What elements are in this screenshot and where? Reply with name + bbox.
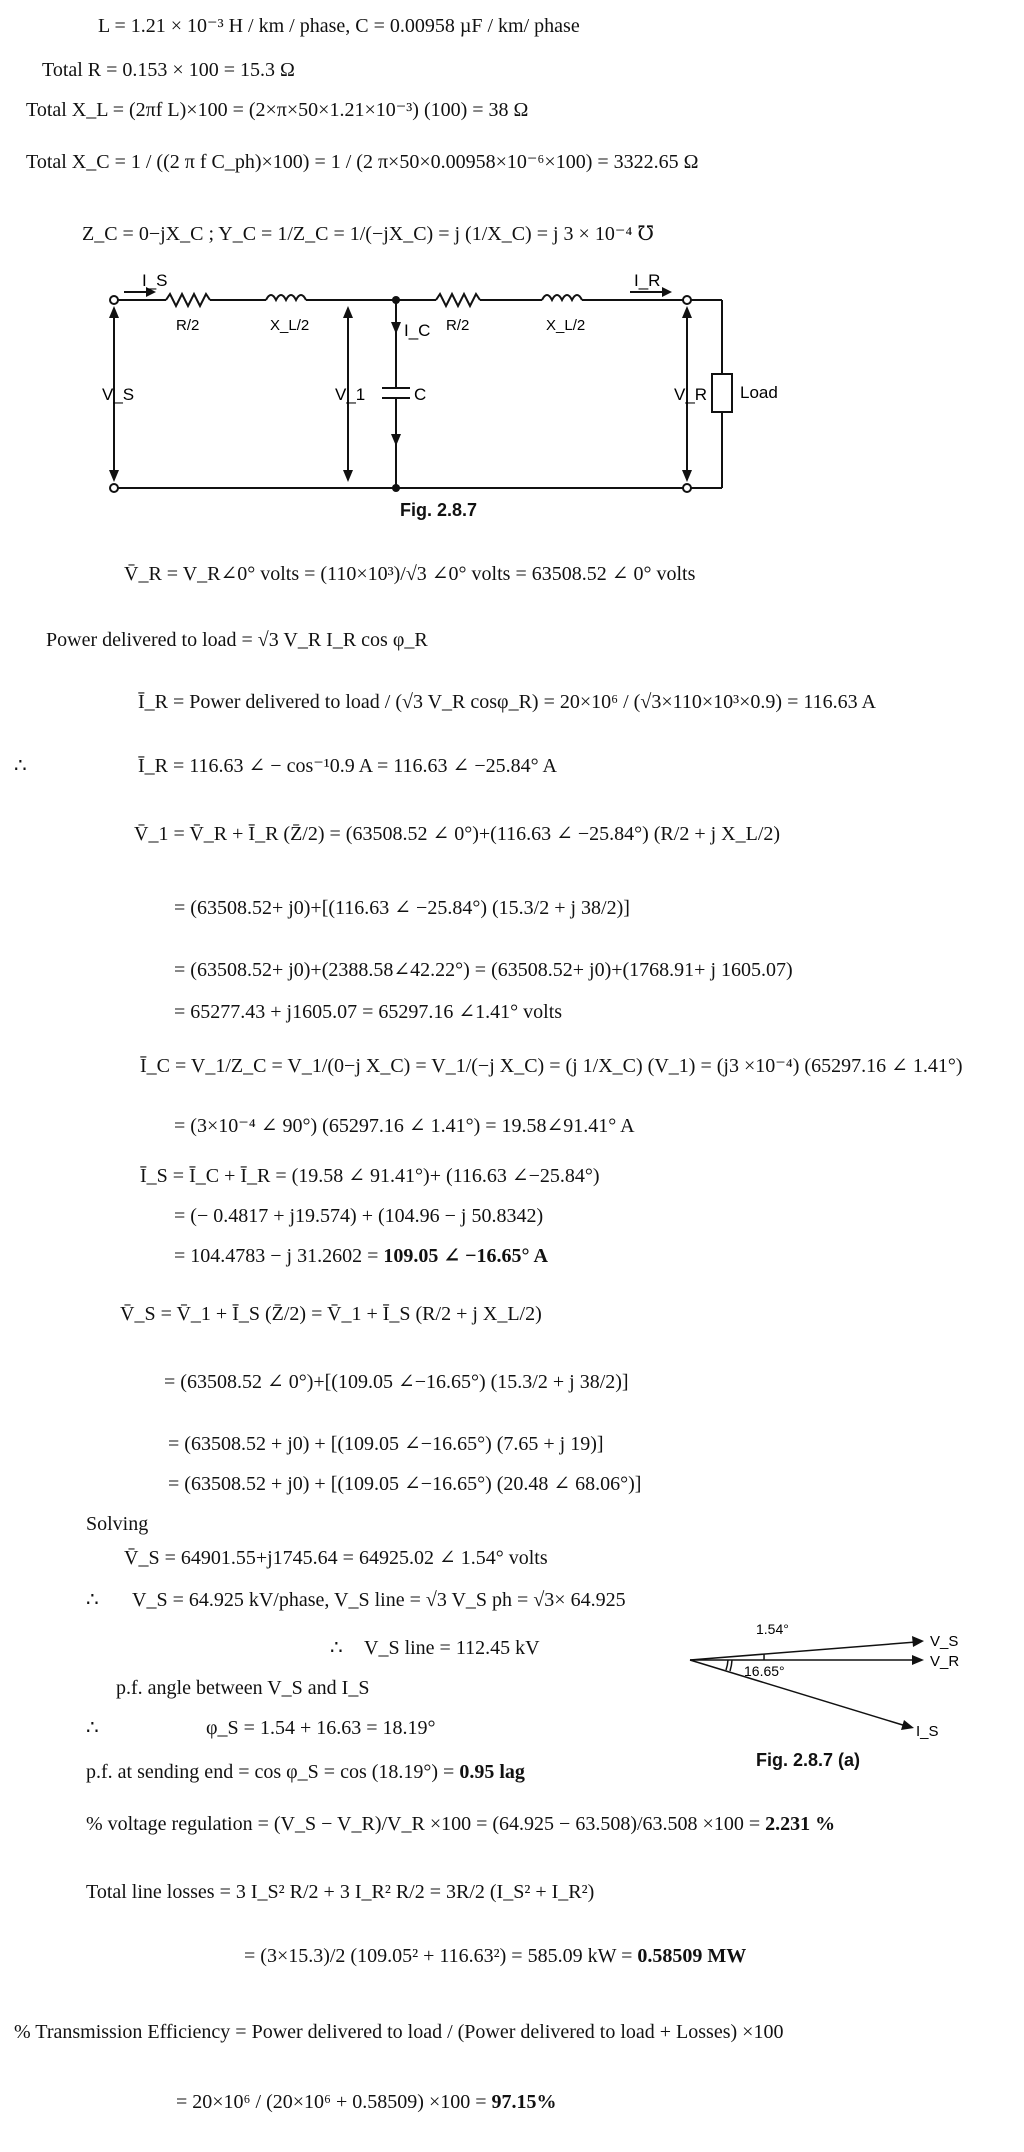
line-ir-magnitude: Ī_R = Power delivered to load / (√3 V_R cosφ_R) = 20×10⁶ / (√3×110×10³×0.9) = 116.63 A xyxy=(138,691,876,713)
regulation-result: 2.231 % xyxy=(765,1813,836,1835)
label-ic: I_C xyxy=(404,321,431,340)
line-losses-result xyxy=(244,1944,746,1968)
label-vs: V_S xyxy=(102,385,135,404)
line-solving: Solving xyxy=(86,1513,149,1535)
pf-result: 0.95 lag xyxy=(459,1761,525,1783)
line-is-step: = (− 0.4817 + j19.574) + (104.96 − j 50.8342) xyxy=(174,1205,544,1227)
efficiency-result: 97.15% xyxy=(491,2091,557,2113)
line-vr: V̄_R = V_R∠0° volts = (110×10³)/√3 ∠0° volts = 63508.52 ∠ 0° volts xyxy=(124,563,696,585)
line-is: Ī_S = Ī_C + Ī_R = (19.58 ∠ 91.41°)+ (116.63 ∠−25.84°) xyxy=(140,1165,600,1187)
arc-angle-2 xyxy=(726,1660,728,1670)
losses-expression: = (3×15.3)/2 (109.05² + 116.63²) = 585.09 kW = xyxy=(244,1945,638,1967)
is-polar-value: 109.05 ∠ −16.65° A xyxy=(383,1245,548,1267)
circuit-diagram xyxy=(90,270,778,520)
label-phasor-vr: V_R xyxy=(930,1653,960,1670)
line-pf-angle-label: p.f. angle between V_S and I_S xyxy=(116,1677,370,1699)
label-phasor-is: I_S xyxy=(916,1723,939,1740)
line-efficiency-result xyxy=(176,2090,557,2114)
line-vs-line: V_S line = 112.45 kV xyxy=(364,1637,540,1659)
line-v1-step2: = (63508.52+ j0)+(2388.58∠42.22°) = (63508.52+ j0)+(1768.91+ j 1605.07) xyxy=(174,959,793,981)
load-box xyxy=(712,374,732,412)
label-angle-1: 1.54° xyxy=(756,1621,789,1637)
line-v1-step1: = (63508.52+ j0)+[(116.63 ∠ −25.84°) (15.3/2 + j 38/2)] xyxy=(174,897,630,919)
line-zc-yc: Z_C = 0−jX_C ; Y_C = 1/Z_C = 1/(−jX_C) = j (1/X_C) = j 3 × 10⁻⁴ ℧ xyxy=(82,223,654,245)
inductor-xl2-left xyxy=(266,295,306,300)
efficiency-expression: = 20×10⁶ / (20×10⁶ + 0.58509) ×100 = xyxy=(176,2091,492,2113)
line-v1: V̄_1 = V̄_R + Ī_R (Z̄/2) = (63508.52 ∠ 0°)+(116.63 ∠ −25.84°) (R/2 + j X_L/2) xyxy=(134,823,781,845)
label-angle-2: 16.65° xyxy=(744,1663,785,1679)
line-total-xl: Total X_L = (2πf L)×100 = (2×π×50×1.21×10⁻³) (100) = 38 Ω xyxy=(26,99,529,121)
label-load: Load xyxy=(740,383,778,402)
line-inductance-capacitance: L = 1.21 × 10⁻³ H / km / phase, C = 0.00958 µF / km/ phase xyxy=(98,15,580,37)
therefore-symbol-2: ∴ xyxy=(86,1589,99,1611)
line-vs-kv: V_S = 64.925 kV/phase, V_S line = √3 V_S ph = √3× 64.925 xyxy=(132,1589,626,1611)
regulation-expression: % voltage regulation = (V_S − V_R)/V_R ×100 = (64.925 − 63.508)/63.508 ×100 = xyxy=(86,1813,766,1835)
inductor-xl2-right xyxy=(542,295,582,300)
therefore-symbol-3: ∴ xyxy=(330,1637,343,1659)
losses-result: 0.58509 MW xyxy=(637,1945,747,1967)
line-phi-s: φ_S = 1.54 + 16.63 = 18.19° xyxy=(206,1717,436,1739)
label-vr: V_R xyxy=(674,385,708,404)
line-pf-sending xyxy=(86,1760,525,1784)
therefore-symbol-4: ∴ xyxy=(86,1717,99,1739)
line-vs-step2: = (63508.52 + j0) + [(109.05 ∠−16.65°) (7.65 + j 19)] xyxy=(168,1433,604,1455)
label-r2-right: R/2 xyxy=(446,317,470,334)
line-vs: V̄_S = V̄_1 + Ī_S (Z̄/2) = V̄_1 + Ī_S (R/2 + j X_L/2) xyxy=(120,1303,542,1325)
phasor-diagram xyxy=(680,1580,980,1740)
line-is-result xyxy=(174,1244,548,1268)
line-total-xc: Total X_C = 1 / ((2 π f C_ph)×100) = 1 / (2 π×50×0.00958×10⁻⁶×100) = 3322.65 Ω xyxy=(26,151,699,173)
line-power-delivered: Power delivered to load = √3 V_R I_R cos φ_R xyxy=(46,629,428,651)
line-total-r: Total R = 0.153 × 100 = 15.3 Ω xyxy=(42,59,295,81)
resistor-r2-right xyxy=(436,294,480,306)
line-transmission-efficiency: % Transmission Efficiency = Power delivered to load / (Power delivered to load + Losses) ×100 xyxy=(14,2021,784,2043)
resistor-r2-left xyxy=(166,294,210,306)
is-rect-value: = 104.4783 − j 31.2602 = xyxy=(174,1245,384,1267)
phasor-vs xyxy=(690,1642,916,1660)
line-v1-result: = 65277.43 + j1605.07 = 65297.16 ∠1.41° volts xyxy=(174,1001,563,1023)
figure-caption-phasor: Fig. 2.8.7 (a) xyxy=(756,1750,861,1770)
line-total-losses: Total line losses = 3 I_S² R/2 + 3 I_R² R/2 = 3R/2 (I_S² + I_R²) xyxy=(86,1881,595,1903)
label-r2-left: R/2 xyxy=(176,317,200,334)
pf-expression: p.f. at sending end = cos φ_S = cos (18.19°) = xyxy=(86,1761,460,1783)
label-xl2-right: X_L/2 xyxy=(546,317,586,334)
figure-caption-circuit: Fig. 2.8.7 xyxy=(400,500,478,520)
phasor-is xyxy=(690,1660,906,1726)
label-is: I_S xyxy=(142,271,168,290)
line-ir-phasor: Ī_R = 116.63 ∠ − cos⁻¹0.9 A = 116.63 ∠ −25.84° A xyxy=(138,755,557,777)
line-vs-step1: = (63508.52 ∠ 0°)+[(109.05 ∠−16.65°) (15.3/2 + j 38/2)] xyxy=(164,1371,629,1393)
line-vs-result: V̄_S = 64901.55+j1745.64 = 64925.02 ∠ 1.54° volts xyxy=(124,1547,548,1569)
label-ir: I_R xyxy=(634,271,661,290)
label-phasor-vs: V_S xyxy=(930,1633,959,1650)
label-xl2-left: X_L/2 xyxy=(270,317,310,334)
therefore-symbol-1: ∴ xyxy=(14,755,27,777)
label-v1: V_1 xyxy=(335,385,366,404)
line-ic: Ī_C = V_1/Z_C = V_1/(0−j X_C) = V_1/(−j X_C) = (j 1/X_C) (V_1) = (j3 ×10⁻⁴) (65297.16 ∠ 1.41°) xyxy=(140,1055,963,1077)
label-c: C xyxy=(414,385,427,404)
line-vs-step3: = (63508.52 + j0) + [(109.05 ∠−16.65°) (20.48 ∠ 68.06°)] xyxy=(168,1473,642,1495)
line-ic-result: = (3×10⁻⁴ ∠ 90°) (65297.16 ∠ 1.41°) = 19.58∠91.41° A xyxy=(174,1115,635,1137)
line-voltage-regulation xyxy=(86,1812,835,1836)
